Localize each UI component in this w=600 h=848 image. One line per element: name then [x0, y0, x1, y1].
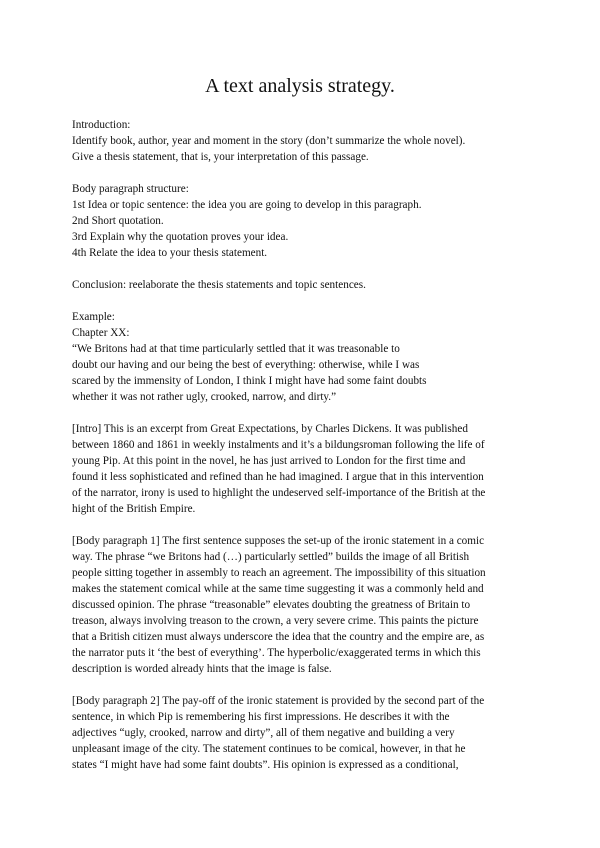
quote-line: doubt our having and our being the best of everything: otherwise, while I was: [72, 359, 420, 371]
text-line: the narrator puts it ‘the best of everything’. The hyperbolic/exaggerated terms in which this: [72, 647, 481, 659]
text-line: between 1860 and 1861 in weekly instalments and it’s a bildungsroman following the life of: [72, 439, 485, 451]
introduction-heading: Introduction:: [72, 119, 131, 131]
body-paragraph-1: [72, 533, 532, 677]
text-line: [Intro] This is an excerpt from Great Expectations, by Charles Dickens. It was published: [72, 423, 468, 435]
text-line: way. The phrase “we Britons had (…) particularly settled” builds the image of all British: [72, 551, 470, 563]
body-structure-section: [72, 181, 532, 261]
text-line: unpleasant image of the city. The statement continues to be comical, however, in that he: [72, 743, 466, 755]
list-item: 1st Idea or topic sentence: the idea you are going to develop in this paragraph.: [72, 199, 422, 211]
chapter-label: Chapter XX:: [72, 327, 130, 339]
body-paragraph-2: [72, 693, 532, 773]
conclusion-section: [72, 277, 532, 293]
text-line: young Pip. At this point in the novel, he has just arrived to London for the first time and: [72, 455, 466, 467]
text-line: of the narrator, irony is used to highlight the undeserved self-importance of the British at the: [72, 487, 486, 499]
text-line: adjectives “ugly, crooked, narrow and dirty”, all of them negative and building a very: [72, 727, 455, 739]
text-line: sentence, in which Pip is remembering his first impressions. He describes it with the: [72, 711, 450, 723]
list-item: 2nd Short quotation.: [72, 215, 164, 227]
quote-line: scared by the immensity of London, I think I might have had some faint doubts: [72, 375, 427, 387]
text-line: description is worded already hints that the image is false.: [72, 663, 332, 675]
text-line: states “I might have had some faint doubts”. His opinion is expressed as a conditional,: [72, 759, 459, 771]
text-line: that a British citizen must always underscore the idea that the country and the empire are, as: [72, 631, 485, 643]
list-item: 4th Relate the idea to your thesis statement.: [72, 247, 268, 259]
text-line: [Body paragraph 2] The pay-off of the ironic statement is provided by the second part of the: [72, 695, 485, 707]
list-item: 3rd Explain why the quotation proves your idea.: [72, 231, 289, 243]
text-line: [Body paragraph 1] The first sentence supposes the set-up of the ironic statement in a comic: [72, 535, 485, 547]
text-line: Identify book, author, year and moment in the story (don’t summarize the whole novel).: [72, 135, 466, 147]
text-line: treason, always involving treason to the crown, a very severe crime. This paints the picture: [72, 615, 479, 627]
text-line: hight of the British Empire.: [72, 503, 196, 515]
conclusion-text: Conclusion: reelaborate the thesis statements and topic sentences.: [72, 279, 366, 291]
example-heading: Example:: [72, 311, 115, 323]
quote-line: whether it was not rather ugly, crooked, narrow, and dirty.”: [72, 391, 337, 403]
text-line: people sitting together in assembly to reach an agreement. The impossibility of this situation: [72, 567, 486, 579]
introduction-section: [72, 117, 532, 165]
body-structure-heading: Body paragraph structure:: [72, 183, 189, 195]
intro-paragraph: [72, 421, 532, 517]
text-line: Give a thesis statement, that is, your interpretation of this passage.: [72, 151, 369, 163]
example-section: [72, 309, 532, 405]
text-line: makes the statement comical while at the same time suggesting it was a commonly held and: [72, 583, 484, 595]
document-body: [72, 117, 532, 773]
text-line: discussed opinion. The phrase “treasonable” elevates doubting the greatness of Britain to: [72, 599, 471, 611]
text-line: found it less sophisticated and refined than he had imagined. I argue that in this intervention: [72, 471, 484, 483]
document-title: A text analysis strategy.: [205, 75, 395, 97]
quote-line: “We Britons had at that time particularly settled that it was treasonable to: [72, 343, 400, 355]
